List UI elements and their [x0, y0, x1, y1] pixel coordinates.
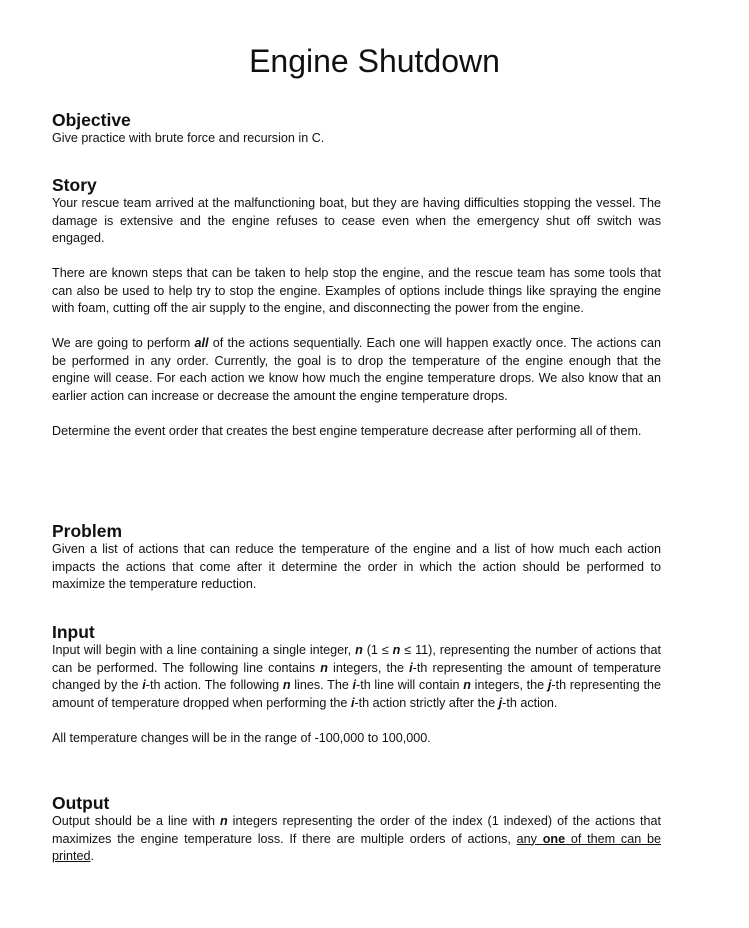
emphasis-all: all	[194, 336, 209, 350]
input-text-9: integers, the	[470, 678, 548, 692]
output-text-2: integers representing the order of the index (1 indexed) of the actions that maximizes the engine temperature loss. If there are multiple orders of actions,	[52, 814, 661, 846]
output-section	[52, 793, 661, 866]
var-i: i	[352, 678, 357, 692]
story-section	[52, 175, 661, 440]
var-i: i	[142, 678, 146, 692]
var-n: n	[392, 643, 401, 657]
output-underline-any: any	[516, 831, 543, 846]
input-range: All temperature changes will be in the range of -100,000 to 100,000.	[52, 730, 431, 745]
output-underline-rest: of them can be printed	[52, 831, 661, 863]
input-text-3: ≤ 11), representing the number of actions that can be performed. The following line contains	[52, 643, 661, 675]
input-text-11: -th action strictly after the	[354, 695, 499, 710]
var-n: n	[355, 643, 363, 657]
story-paragraph-3	[52, 335, 661, 405]
objective-heading: Objective	[52, 110, 131, 130]
var-n: n	[320, 660, 328, 675]
objective-text: Give practice with brute force and recursion in C.	[52, 131, 325, 145]
problem-text: Given a list of actions that can reduce the temperature of the engine and a list of how much each action impacts the actions that come after it determine the order in which the action should be performed to maximize the temperature reduction.	[52, 542, 661, 591]
var-n: n	[219, 814, 228, 828]
input-text-8: -th line will contain	[356, 678, 464, 692]
input-text-6: -th action. The following	[145, 678, 283, 692]
story-paragraph-2: There are known steps that can be taken to help stop the engine, and the rescue team has some tools that can also be used to help try to stop the engine. Examples of options include things like spraying the engine with foam, cutting off the air supply to the engine, and disconnecting the power from the engine.	[52, 266, 661, 315]
var-i: i	[409, 660, 413, 675]
output-period: .	[90, 849, 95, 863]
output-underline-one: one	[542, 831, 566, 846]
story-paragraph-4: Determine the event order that creates the best engine temperature decrease after performing all of them.	[52, 423, 642, 438]
var-n: n	[282, 678, 291, 692]
input-text-10: -th representing the amount of temperature dropped when performing the	[52, 678, 661, 710]
var-n: n	[463, 678, 471, 692]
output-heading: Output	[52, 793, 110, 813]
story-paragraph-1: Your rescue team arrived at the malfunctioning boat, but they are having difficulties stopping the vessel. The damage is extensive and the engine refuses to cease even when the emergency shut off switch was engaged.	[52, 196, 661, 245]
input-text-1: Input will begin with a line containing a single integer,	[52, 643, 356, 657]
output-text-1: Output should be a line with	[52, 814, 220, 828]
page-title: Engine Shutdown	[249, 43, 500, 79]
input-text-4: integers, the	[327, 660, 410, 675]
input-description	[52, 642, 661, 712]
problem-heading: Problem	[52, 521, 123, 541]
input-text-2: (1 ≤	[362, 643, 393, 657]
input-text-7: lines. The	[290, 678, 353, 692]
input-section	[52, 622, 661, 747]
var-j: j	[498, 695, 503, 710]
objective-section	[52, 110, 661, 148]
story-p3-text-a: We are going to perform	[52, 336, 195, 350]
var-j: j	[547, 678, 552, 692]
output-description	[52, 813, 661, 866]
input-heading: Input	[52, 622, 95, 642]
story-p3-text-b: of the actions sequentially. Each one will happen exactly once. The actions can be performed in any order. Currently, the goal is to drop the temperature of the engine enough that the engine will cease. For each action we know how much the engine temperature drops. We also know that an earlier action can increase or decrease the amount the engine temperature drops.	[52, 336, 661, 403]
story-heading: Story	[52, 175, 97, 195]
input-text-5: -th representing the amount of temperature changed by the	[52, 660, 661, 692]
var-i: i	[350, 695, 355, 710]
problem-section	[52, 521, 661, 594]
input-text-12: -th action.	[502, 695, 558, 710]
